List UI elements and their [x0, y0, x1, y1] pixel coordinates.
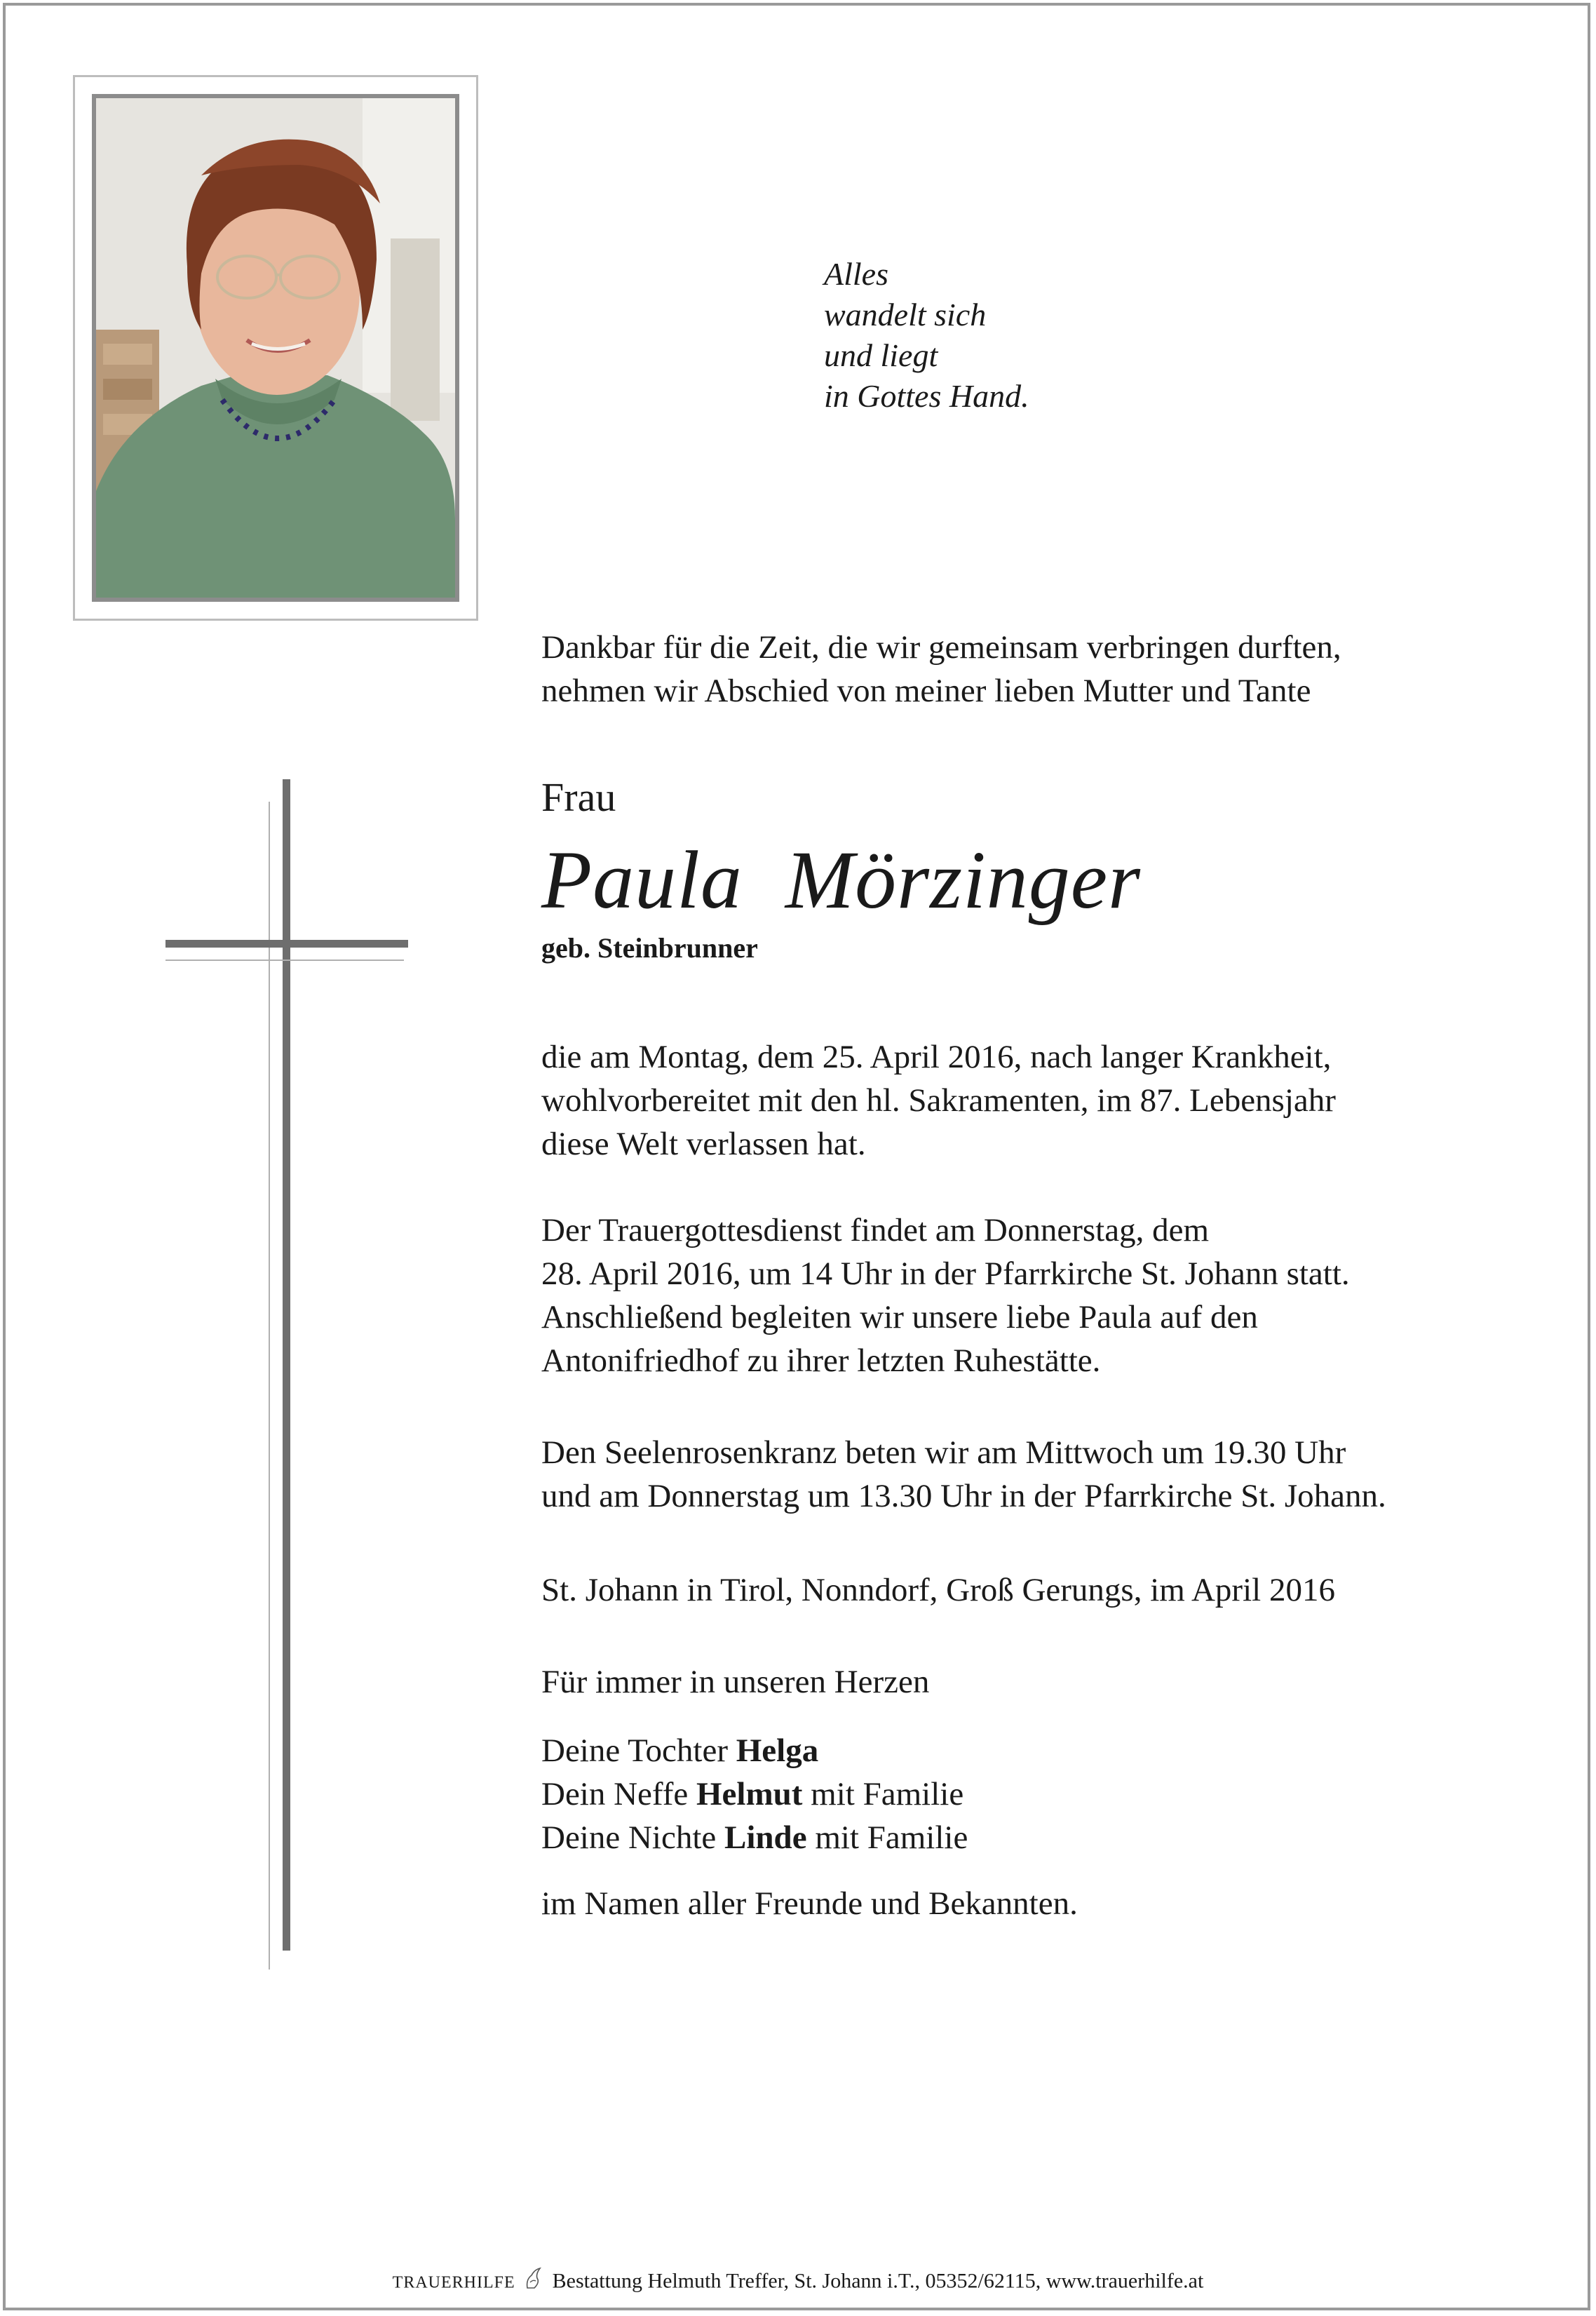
- dove-icon: [525, 2267, 543, 2298]
- cross-shadow-vertical: [269, 802, 270, 1970]
- footer-text: Bestattung Helmuth Treffer, St. Johann i.T., 05352/62115, www.trauerhilfe.at: [552, 2269, 1204, 2293]
- signatory-suffix: mit Familie: [806, 1819, 968, 1856]
- service-info: [541, 1209, 1537, 1382]
- signatory-line: [541, 1816, 1537, 1859]
- deceased-name: Paula Mörzinger: [541, 834, 1142, 926]
- signatories: [541, 1729, 1537, 1859]
- signatory-relation: Deine Nichte: [541, 1819, 725, 1856]
- death-notice: [541, 1035, 1537, 1166]
- motto-line: in Gottes Hand.: [824, 378, 1029, 414]
- text-line: die am Montag, dem 25. April 2016, nach langer Krankheit,: [541, 1039, 1332, 1075]
- motto-line: wandelt sich: [824, 297, 987, 332]
- text-line: diese Welt verlassen hat.: [541, 1126, 866, 1162]
- signatory-suffix: mit Familie: [802, 1776, 964, 1812]
- cross-shadow-horizontal: [165, 960, 404, 961]
- intro-text: [541, 626, 1537, 713]
- text-line: wohlvorbereitet mit den hl. Sakramenten, im 87. Lebensjahr: [541, 1082, 1336, 1119]
- portrait-frame: [73, 75, 478, 621]
- text-line: Dankbar für die Zeit, die wir gemeinsam verbringen durften,: [541, 629, 1341, 666]
- text-line: nehmen wir Abschied von meiner lieben Mutter und Tante: [541, 673, 1311, 709]
- signatory-name: Linde: [724, 1819, 807, 1856]
- cross-icon: [283, 779, 290, 1951]
- cross-bar: [165, 940, 408, 948]
- signatory-name: Helmut: [696, 1776, 803, 1812]
- text-line: und am Donnerstag um 13.30 Uhr in der Pfarrkirche St. Johann.: [541, 1478, 1386, 1514]
- signatory-relation: Deine Tochter: [541, 1732, 736, 1769]
- rosary-info: [541, 1431, 1537, 1518]
- forever-line: Für immer in unseren Herzen: [541, 1664, 930, 1700]
- text-line: 28. April 2016, um 14 Uhr in der Pfarrkirche St. Johann statt.: [541, 1255, 1350, 1292]
- salutation: Frau: [541, 774, 616, 820]
- text-line: Der Trauergottesdienst findet am Donnerstag, dem: [541, 1212, 1210, 1248]
- signatory-relation: Dein Neffe: [541, 1776, 696, 1812]
- text-line: Antonifriedhof zu ihrer letzten Ruhestätte.: [541, 1342, 1101, 1379]
- text-line: Den Seelenrosenkranz beten wir am Mittwoch um 19.30 Uhr: [541, 1434, 1346, 1471]
- motto-line: und liegt: [824, 337, 938, 373]
- text-line: Anschließend begleiten wir unsere liebe Paula auf den: [541, 1299, 1258, 1335]
- portrait-photo: [92, 94, 459, 602]
- signatory-line: [541, 1729, 1537, 1772]
- signatory-name: Helga: [736, 1732, 819, 1769]
- motto-line: Alles: [824, 256, 888, 292]
- footer-brand: TRAUERHILFE: [392, 2273, 515, 2292]
- signatory-line: [541, 1772, 1537, 1816]
- motto-verse: [824, 254, 1029, 417]
- footer: [0, 2267, 1596, 2298]
- closing-line: im Namen aller Freunde und Bekannten.: [541, 1885, 1078, 1922]
- place-date: St. Johann in Tirol, Nonndorf, Groß Gerungs, im April 2016: [541, 1572, 1335, 1608]
- maiden-name: geb. Steinbrunner: [541, 932, 758, 964]
